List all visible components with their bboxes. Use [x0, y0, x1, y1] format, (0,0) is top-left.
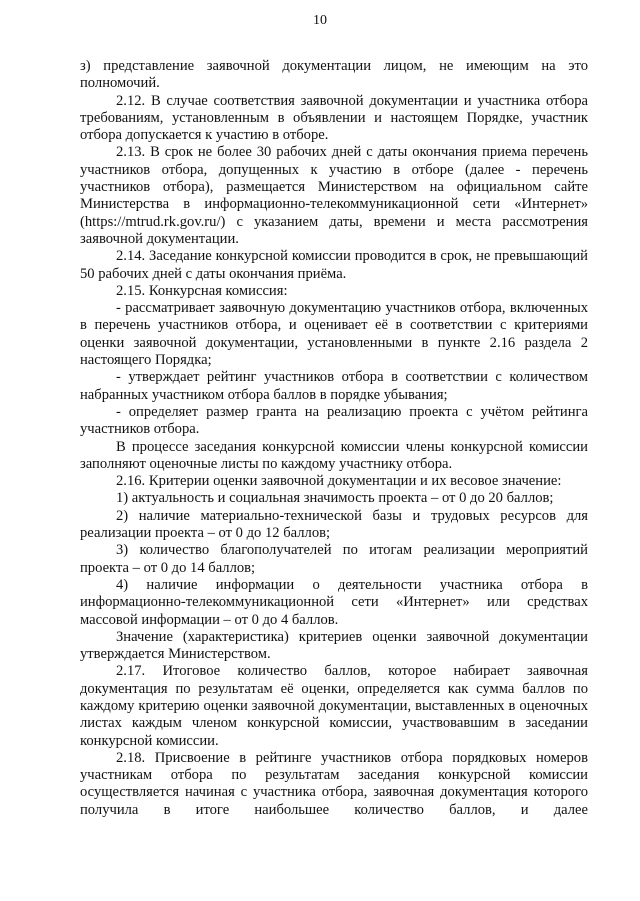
- paragraph: з) представление заявочной документации лицом, не имеющим на это полномочий.: [80, 58, 588, 92]
- paragraph: 2.14. Заседание конкурсной комиссии проводится в срок, не превышающий 50 рабочих дней с даты окончания приёма.: [80, 248, 588, 282]
- paragraph: 2) наличие материально-технической базы и трудовых ресурсов для реализации проекта – от 0 до 12 баллов;: [80, 507, 588, 542]
- document-body: [80, 58, 588, 819]
- paragraph: 2.17. Итоговое количество баллов, которое набирает заявочная документация по результатам её оценки, определяется как сумма баллов по каждому критерию оценки заявочной документации, выставленных в оценочных листах каждым членом конкурсной комиссии, участвовавшим в заседании конкурсной комиссии.: [80, 663, 588, 749]
- paragraph: 4) наличие информации о деятельности участника отбора в информационно-телекоммуникационной сети «Интернет» или средствах массовой информации – от 0 до 4 баллов.: [80, 576, 588, 628]
- paragraph: - определяет размер гранта на реализацию проекта с учётом рейтинга участников отбора.: [80, 403, 588, 438]
- paragraph: 3) количество благополучателей по итогам реализации мероприятий проекта – от 0 до 14 баллов;: [80, 542, 588, 576]
- paragraph: 2.15. Конкурсная комиссия:: [116, 282, 288, 299]
- paragraph: 1) актуальность и социальная значимость проекта – от 0 до 20 баллов;: [116, 490, 554, 507]
- paragraph: Значение (характеристика) критериев оценки заявочной документации утверждается Министерством.: [80, 628, 588, 663]
- paragraph: В процессе заседания конкурсной комиссии члены конкурсной комиссии заполняют оценочные листы по каждому участнику отбора.: [80, 438, 588, 472]
- paragraph: - утверждает рейтинг участников отбора в соответствии с количеством набранных участником отбора баллов в порядке убывания;: [80, 369, 588, 403]
- page-number: 10: [313, 13, 327, 28]
- paragraph: - рассматривает заявочную документацию участников отбора, включенных в перечень участников отбора, и оценивает её в соответствии с критериями оценки заявочной документации, установленными в пункте 2.16 раздела 2 настоящего Порядка;: [80, 300, 588, 369]
- paragraph: 2.13. В срок не более 30 рабочих дней с даты окончания приема перечень участников отбора, допущенных к участию в отборе (далее - перечень участников отбора), размещается Министерством на официальном сайте Министерства в информационно-телекоммуникационной сети «Интернет» (https://mtrud.rk.gov.ru/) с указанием даты, времени и места рассмотрения заявочной документации.: [80, 144, 588, 247]
- paragraph: 2.16. Критерии оценки заявочной документации и их весовое значение:: [116, 473, 562, 490]
- paragraph: 2.12. В случае соответствия заявочной документации и участника отбора требованиям, установленным в объявлении и настоящем Порядке, участник отбора допускается к участию в отборе.: [80, 92, 588, 144]
- paragraph: 2.18. Присвоение в рейтинге участников отбора порядковых номеров участникам отбора по результатам заседания конкурсной комиссии осуществляется начиная с участника отбора, заявочная документация которого получила в итоге наибольшее количество баллов, и далее: [80, 749, 588, 818]
